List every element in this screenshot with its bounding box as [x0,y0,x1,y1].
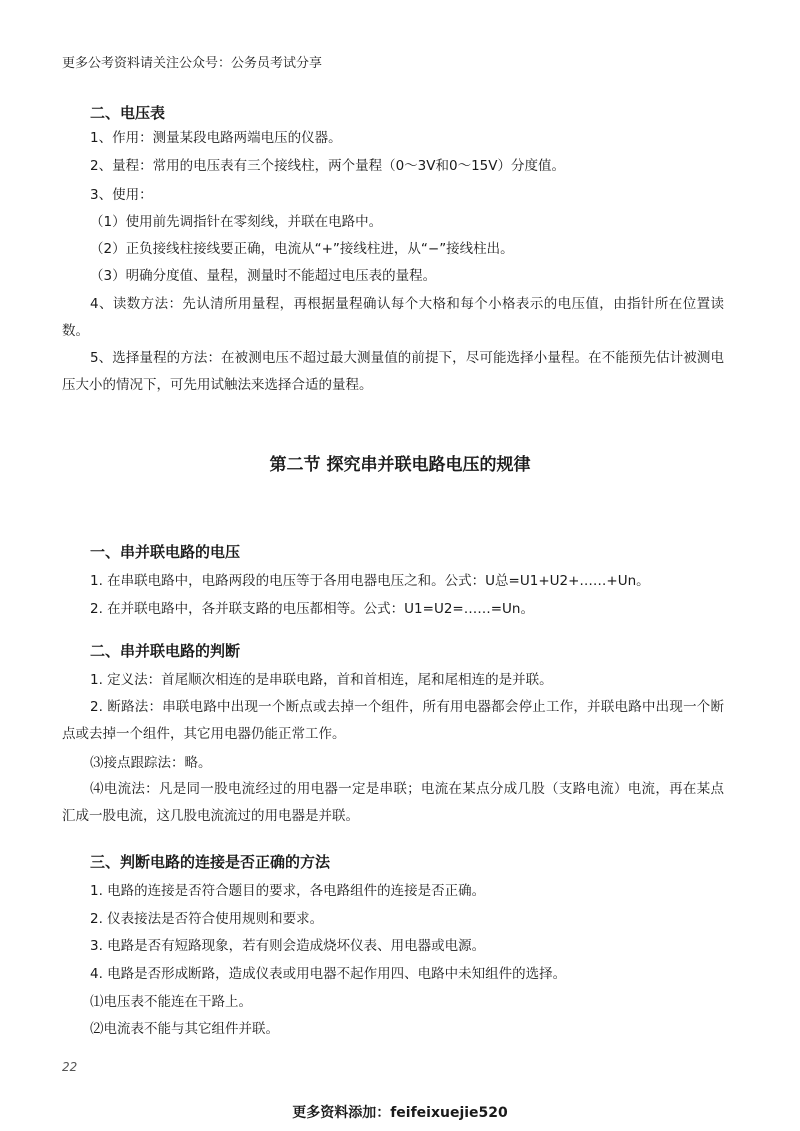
voltmeter-usage-1: （1）使用前先调指针在零刻线，并联在电路中。 [90,214,383,230]
parallel-voltage-rule: 2. 在并联电路中，各并联支路的电压都相等。公式：U1=U2=……=Un。 [90,601,534,617]
voltmeter-item-2: 2、量程：常用的电压表有三个接线柱，两个量程（0～3V和0～15V）分度值。 [90,158,566,174]
section-title: 第二节 探究串并联电路电压的规律 [269,455,531,475]
page-footer: 更多资料添加：feifeixuejie520 [292,1105,508,1121]
connection-check-heading: 三、判断电路的连接是否正确的方法 [90,853,331,871]
open-circuit-method: 2. 断路法：串联电路中出现一个断点或去掉一个组件，所有用电器都会停止工作，并联电路中出现一个断点或去掉一个组件，其它用电器仍能正常工作。 [62,699,724,742]
page-header: 更多公考资料请关注公众号：公务员考试分享 [62,56,323,71]
voltmeter-usage-3: （3）明确分度值、量程，测量时不能超过电压表的量程。 [90,268,437,284]
series-voltage-rule: 1. 在串联电路中，电路两段的电压等于各用电器电压之和。公式：U总=U1+U2+……+Un。 [90,573,650,589]
voltmeter-item-4: 4、读数方法：先认清所用量程，再根据量程确认每个大格和每个小格表示的电压值，由指针所在位置读数。 [62,296,724,339]
voltmeter-item-1: 1、作用：测量某段电路两端电压的仪器。 [90,130,342,146]
connection-check-1: 1. 电路的连接是否符合题目的要求，各电路组件的连接是否正确。 [90,883,486,899]
connection-check-2: 2. 仪表接法是否符合使用规则和要求。 [90,911,324,927]
current-method: ⑷电流法：凡是同一股电流经过的用电器一定是串联；电流在某点分成几股（支路电流）电流，再在某点汇成一股电流，这几股电流流过的用电器是并联。 [62,781,724,824]
connection-check-5: ⑴电压表不能连在干路上。 [90,994,252,1010]
voltmeter-usage-2: （2）正负接线柱接线要正确，电流从“+”接线柱进，从“−”接线柱出。 [90,241,514,257]
connection-check-6: ⑵电流表不能与其它组件并联。 [90,1021,279,1037]
voltmeter-item-5: 5、选择量程的方法：在被测电压不超过最大测量值的前提下，尽可能选择小量程。在不能预先估计被测电压大小的情况下，可先用试触法来选择合适的量程。 [62,350,724,393]
series-parallel-voltage-heading: 一、串并联电路的电压 [90,543,241,561]
definition-method: 1. 定义法：首尾顺次相连的是串联电路，首和首相连，尾和尾相连的是并联。 [90,672,553,688]
voltmeter-item-3: 3、使用： [90,187,153,203]
voltmeter-heading: 二、电压表 [90,104,166,122]
connection-check-3: 3. 电路是否有短路现象，若有则会造成烧坏仪表、用电器或电源。 [90,938,486,954]
node-tracking-method: ⑶接点跟踪法：略。 [90,755,212,771]
page-number: 22 [62,1060,78,1074]
circuit-judgement-heading: 二、串并联电路的判断 [90,642,241,660]
connection-check-4: 4. 电路是否形成断路，造成仪表或用电器不起作用四、电路中未知组件的选择。 [90,966,567,982]
